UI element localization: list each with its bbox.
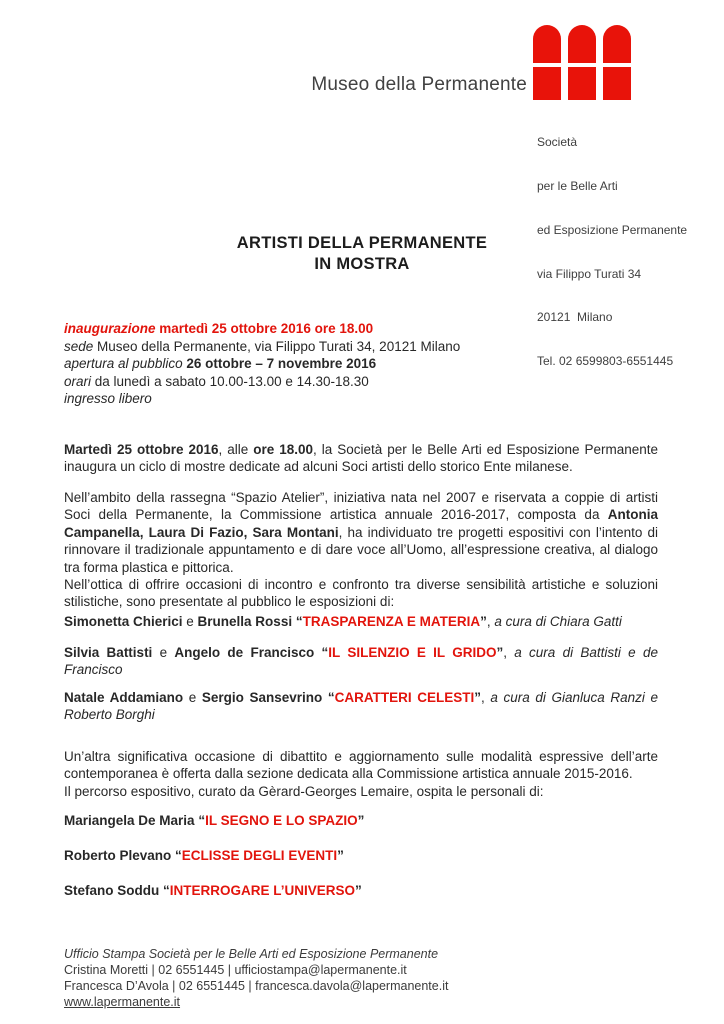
info-ingresso: ingresso libero: [64, 391, 152, 406]
logo-arch-column: [603, 25, 631, 100]
logo-arch-column: [568, 25, 596, 100]
press-contact-davola: Francesca D’Avola | 02 6551445 | francesca.davola@lapermanente.it: [64, 979, 449, 993]
personale-line-segno: Mariangela De Maria “IL SEGNO E LO SPAZIO”: [64, 813, 365, 828]
logo-arch-top: [533, 25, 561, 63]
press-contact-moretti: Cristina Moretti | 02 6551445 | ufficiostampa@lapermanente.it: [64, 963, 407, 977]
logo-arch-base: [533, 67, 561, 100]
address-line: 20121 Milano: [537, 310, 613, 325]
exhibition-line-trasparenza: Simonetta Chierici e Brunella Rossi “TRASPARENZA E MATERIA”, a cura di Chiara Gatti: [64, 614, 622, 629]
address-line: Tel. 02 6599803-6551445: [537, 354, 674, 369]
event-info-block: [64, 320, 658, 408]
info-inaugurazione: inaugurazione martedì 25 ottobre 2016 ore 18.00: [64, 321, 374, 336]
info-apertura: apertura al pubblico 26 ottobre – 7 novembre 2016: [64, 356, 377, 371]
info-sede: sede Museo della Permanente, via Filippo Turati 34, 20121 Milano: [64, 338, 461, 354]
info-orari: orari da lunedì a sabato 10.00-13.00 e 14.30-18.30: [64, 373, 369, 389]
address-line: per le Belle Arti: [537, 178, 618, 193]
logo-arch-base: [568, 67, 596, 100]
page-title: [0, 233, 724, 275]
permanente-arches-logo: [533, 25, 631, 100]
page-title-line2: IN MOSTRA: [314, 255, 410, 273]
personale-line-eclisse: Roberto Plevano “ECLISSE DEGLI EVENTI”: [64, 848, 344, 863]
logo-arch-top: [568, 25, 596, 63]
address-line: via Filippo Turati 34: [537, 266, 642, 281]
page-title-line1: ARTISTI DELLA PERMANENTE: [236, 234, 488, 252]
address-line: Società: [537, 135, 578, 150]
paragraph-commissione: Un’altra significativa occasione di dibattito e aggiornamento sulle modalità espressive dell’arte contemporanea è offerta dalla sezione dedicata alla Commissione artistica annuale 2015-2016. Il percorso espositivo, curato da Gèrard-Georges Lemaire, ospita le personali di:: [64, 749, 658, 799]
brand-wordmark: Museo della Permanente: [311, 74, 527, 95]
press-office-footer: [64, 946, 448, 1010]
press-office-title: Ufficio Stampa Società per le Belle Arti ed Esposizione Permanente: [64, 947, 439, 961]
exhibition-line-silenzio: Silvia Battisti e Angelo de Francisco “IL SILENZIO E IL GRIDO”, a cura di Battisti e de Francisco: [64, 645, 658, 678]
personale-line-universo: Stefano Soddu “INTERROGARE L’UNIVERSO”: [64, 883, 362, 898]
logo-arch-top: [603, 25, 631, 63]
website-link[interactable]: www.lapermanente.it: [64, 995, 181, 1009]
address-line: ed Esposizione Permanente: [537, 222, 688, 237]
paragraph-rassegna: Nell’ambito della rassegna “Spazio Atelier”, iniziativa nata nel 2007 e riservata a coppie di artisti Soci della Permanente, la Commissione artistica annuale 2016-2017, composta da Antonia Campanella, Laura Di Fazio, Sara Montani, ha individuato tre progetti espositivi con l’intento di rinnovare il tradizionale appuntamento e di dare voce all’Uomo, all’espressione creativa, al dialogo tra forma plastica e pittorica. Nell’ottica di offrire occasioni di incontro e confronto tra diverse sensibilità artistiche e soluzioni stilistiche, sono presentate al pubblico le esposizioni di:: [64, 490, 658, 610]
logo-arch-column: [533, 25, 561, 100]
logo-arch-base: [603, 67, 631, 100]
exhibition-line-caratteri: Natale Addamiano e Sergio Sansevrino “CARATTERI CELESTI”, a cura di Gianluca Ranzi e Roberto Borghi: [64, 690, 658, 723]
paragraph-intro: Martedì 25 ottobre 2016, alle ore 18.00, la Società per le Belle Arti ed Esposizione Permanente inaugura un ciclo di mostre dedicate ad alcuni Soci artisti dello storico Ente milanese.: [64, 442, 658, 475]
